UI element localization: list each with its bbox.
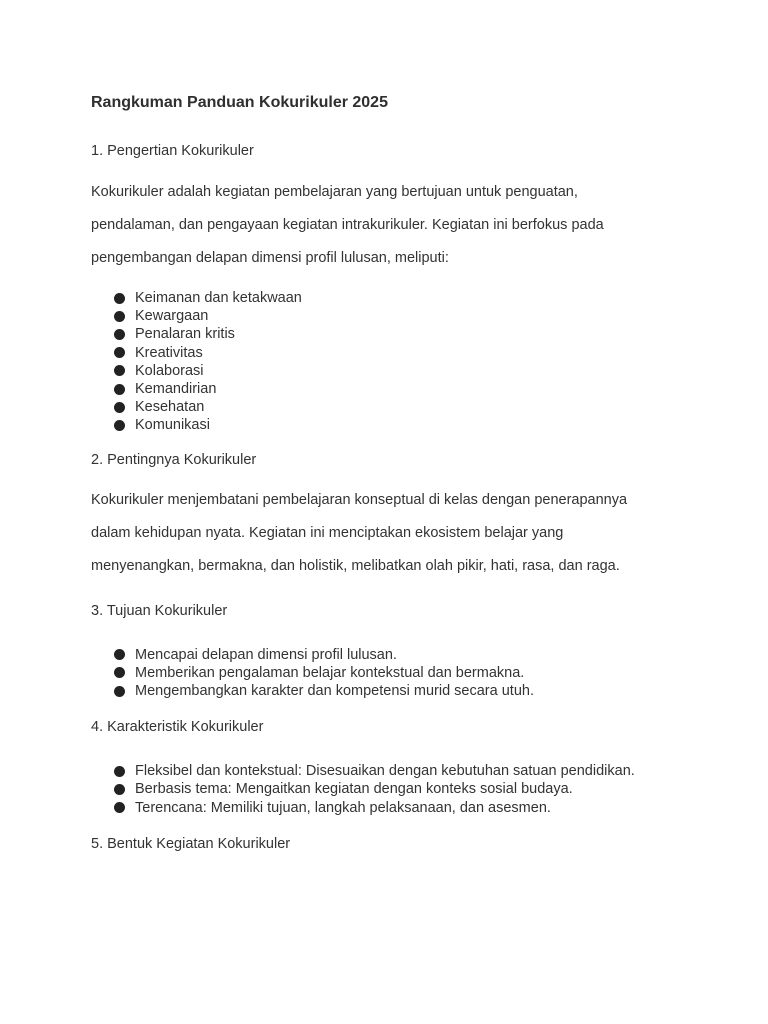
bullet-list-karakteristik [91, 762, 691, 817]
list-item [114, 344, 691, 362]
list-item-text: Mengembangkan karakter dan kompetensi murid secara utuh. [135, 683, 534, 700]
bullet-icon [114, 347, 125, 358]
list-item-text: Mencapai delapan dimensi profil lulusan. [135, 646, 397, 663]
list-item [114, 307, 691, 325]
list-item [114, 762, 691, 780]
list-item [114, 289, 691, 307]
list-item [114, 780, 691, 798]
bullet-icon [114, 784, 125, 795]
bullet-icon [114, 686, 125, 697]
list-item-text: Penalaran kritis [135, 326, 235, 343]
bullet-icon [114, 802, 125, 813]
bullet-icon [114, 402, 125, 413]
paragraph-line: dalam kehidupan nyata. Kegiatan ini menciptakan ekosistem belajar yang [91, 524, 564, 541]
bullet-icon [114, 293, 125, 304]
section-heading-bentuk-kegiatan: 5. Bentuk Kegiatan Kokurikuler [91, 835, 291, 852]
list-item [114, 416, 691, 434]
list-item [114, 398, 691, 416]
list-item-text: Kreativitas [135, 344, 203, 361]
bullet-icon [114, 311, 125, 322]
list-item-text: Keimanan dan ketakwaan [135, 290, 302, 306]
document-content [91, 92, 691, 854]
list-item-text: Kewargaan [135, 308, 209, 325]
section-heading-tujuan: 3. Tujuan Kokurikuler [91, 602, 228, 619]
bullet-icon [114, 365, 125, 376]
bullet-list-dimensi [91, 289, 691, 435]
section-paragraph-pentingnya [91, 484, 691, 583]
list-item [114, 362, 691, 380]
list-item-text: Kolaborasi [135, 362, 204, 379]
list-item-text: Memberikan pengalaman belajar kontekstual dan bermakna. [135, 664, 525, 681]
bullet-list-tujuan [91, 646, 691, 701]
section-heading-pentingnya: 2. Pentingnya Kokurikuler [91, 451, 257, 468]
paragraph-line: menyenangkan, bermakna, dan holistik, melibatkan olah pikir, hati, rasa, dan raga. [91, 557, 620, 574]
list-item [114, 799, 691, 817]
bullet-icon [114, 384, 125, 395]
paragraph-line: Kokurikuler menjembatani pembelajaran konseptual di kelas dengan penerapannya [91, 491, 628, 508]
list-item-text: Komunikasi [135, 417, 210, 434]
list-item-text: Kesehatan [135, 399, 205, 416]
bullet-icon [114, 649, 125, 660]
list-item-text: Berbasis tema: Mengaitkan kegiatan dengan konteks sosial budaya. [135, 781, 573, 798]
bullet-icon [114, 329, 125, 340]
list-item [114, 646, 691, 664]
section-heading-pengertian: 1. Pengertian Kokurikuler [91, 143, 254, 159]
list-item-text: Terencana: Memiliki tujuan, langkah pelaksanaan, dan asesmen. [135, 799, 551, 816]
list-item [114, 380, 691, 398]
bullet-icon [114, 420, 125, 431]
section-paragraph-pengertian [91, 176, 691, 275]
list-item [114, 682, 691, 700]
list-item-text: Fleksibel dan kontekstual: Disesuaikan dengan kebutuhan satuan pendidikan. [135, 763, 635, 780]
paragraph-line: pendalaman, dan pengayaan kegiatan intrakurikuler. Kegiatan ini berfokus pada [91, 217, 604, 233]
list-item-text: Kemandirian [135, 381, 217, 398]
list-item [114, 325, 691, 343]
bullet-icon [114, 667, 125, 678]
section-heading-karakteristik: 4. Karakteristik Kokurikuler [91, 719, 264, 736]
paragraph-line: Kokurikuler adalah kegiatan pembelajaran yang bertujuan untuk penguatan, [91, 184, 578, 200]
list-item [114, 664, 691, 682]
document-title: Rangkuman Panduan Kokurikuler 2025 [91, 94, 388, 111]
bullet-icon [114, 766, 125, 777]
paragraph-line: pengembangan delapan dimensi profil lulusan, meliputi: [91, 250, 449, 266]
